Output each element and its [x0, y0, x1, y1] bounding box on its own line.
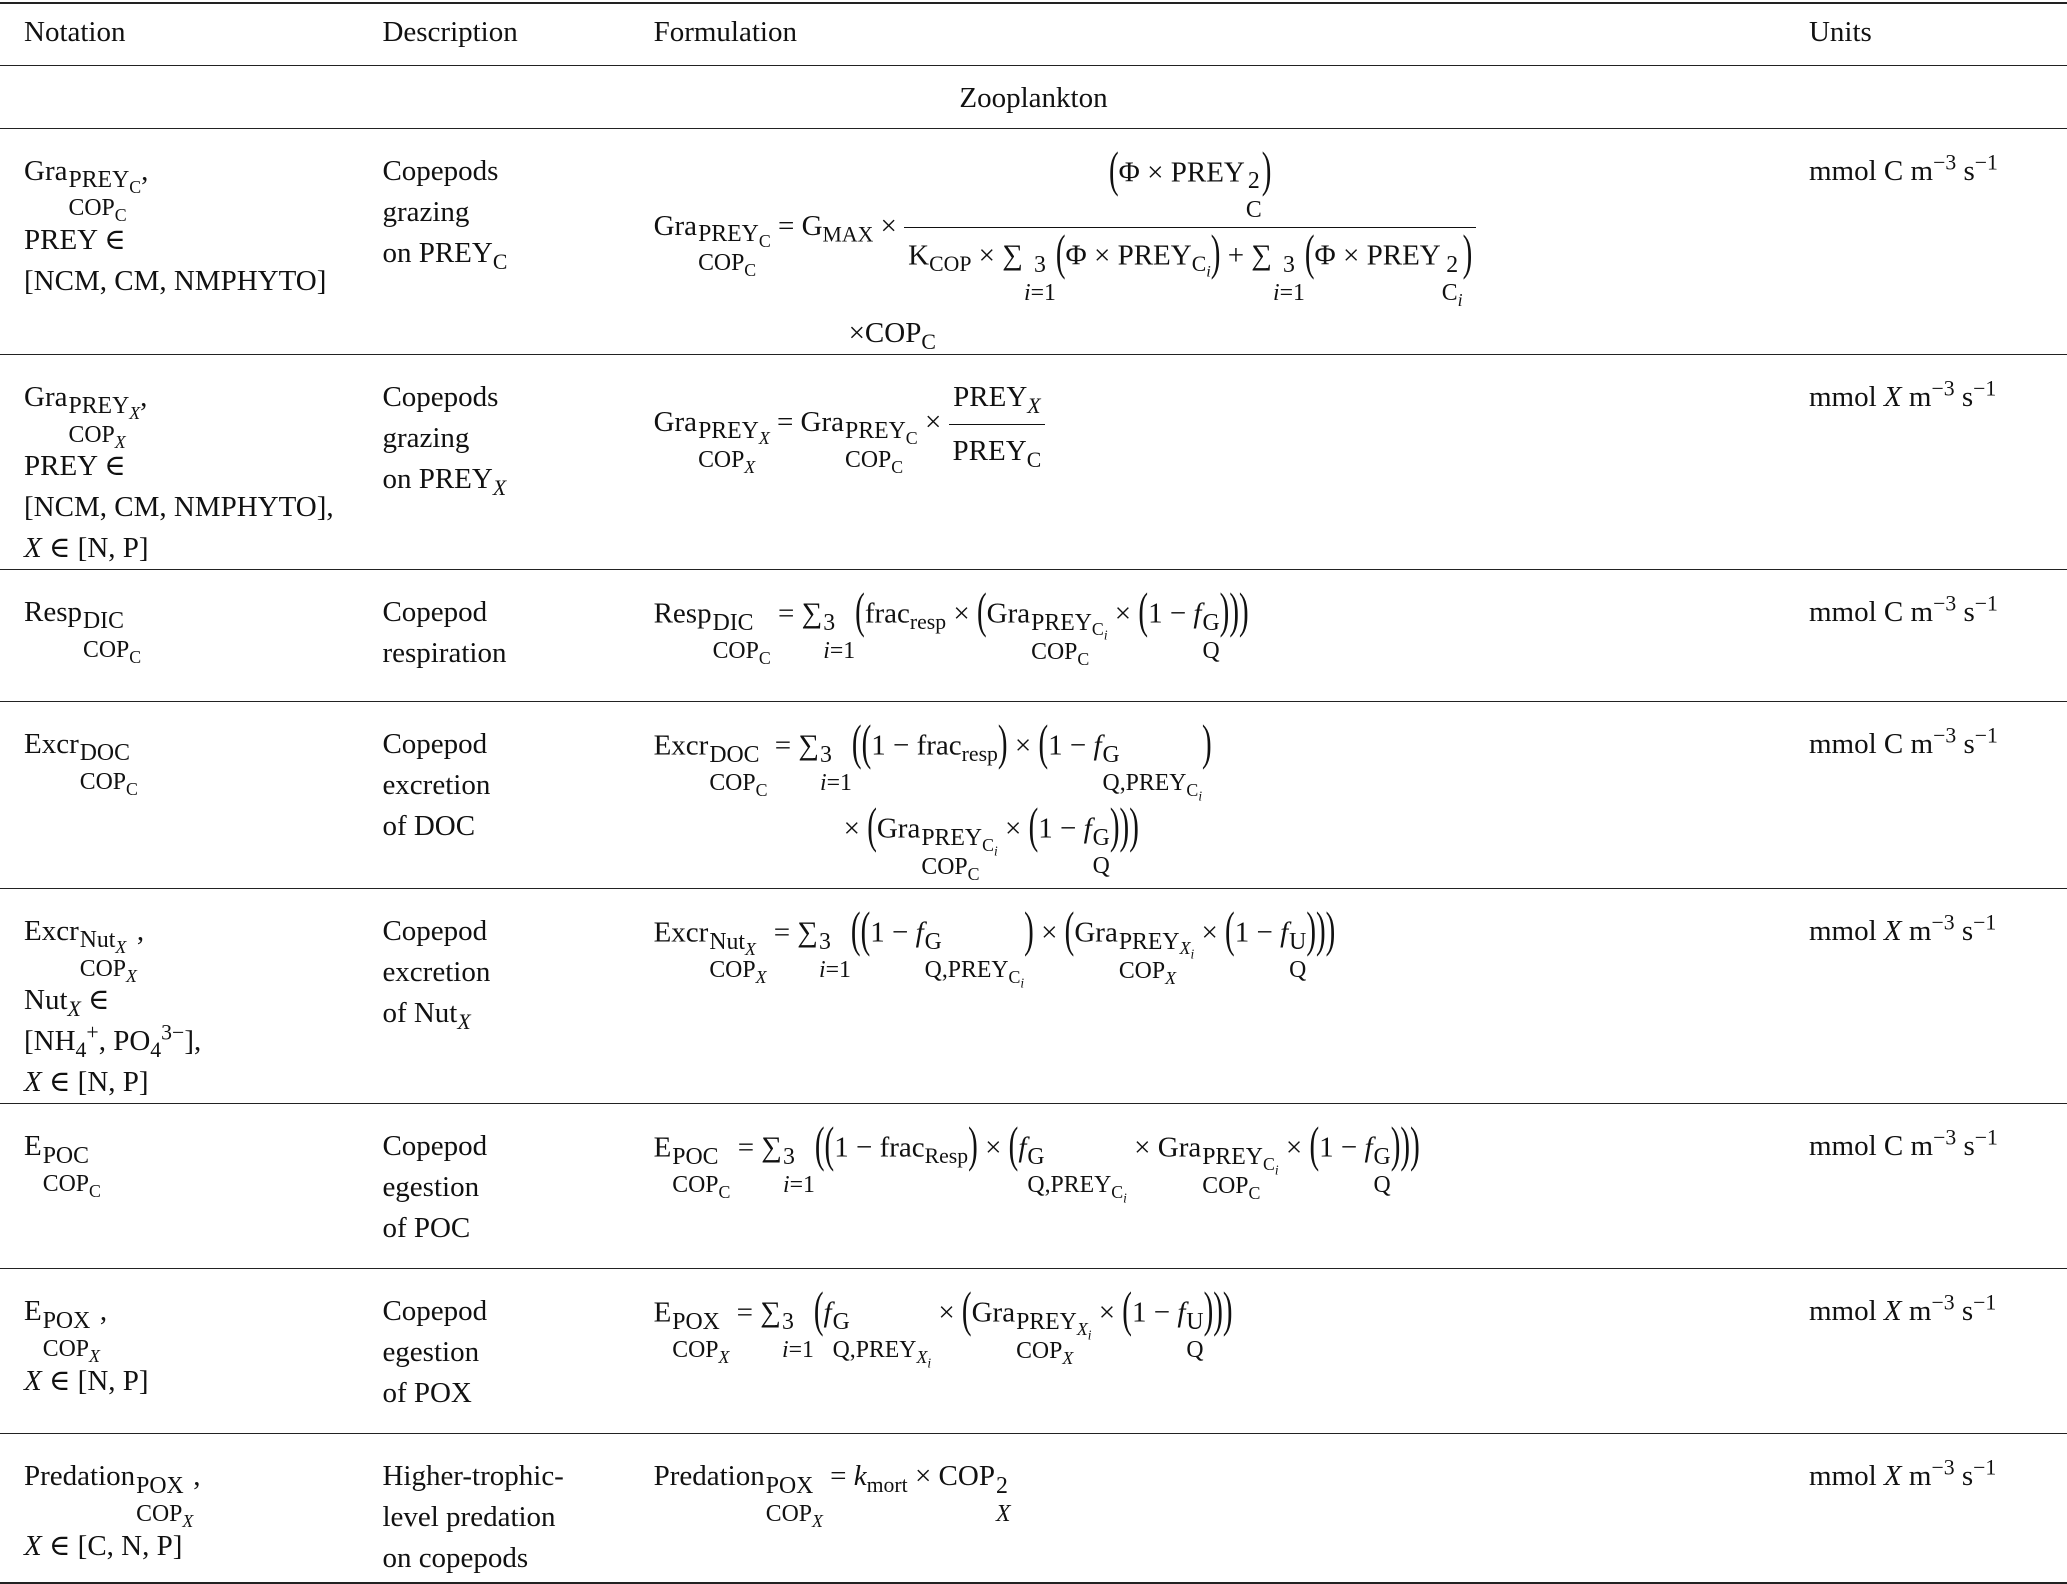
cell-notation: Resp DIC $COP_C$ — [0, 570, 382, 702]
cell-units: mmol X $m^{-3}$ $s^{-1}$ — [1809, 889, 2067, 1104]
cell-units: mmol C $m^{-3}$ $s^{-1}$ — [1809, 1104, 2067, 1269]
header-description: Description — [382, 16, 518, 48]
cell-description: Copepods grazing on $PREY_C$ — [382, 128, 653, 354]
cell-description: Copepod excretion of Nut$_X$ — [382, 889, 653, 1104]
cell-formulation: Gra $PREY_C$ $COP_C$ = $G_{MAX}$ × (Φ × PREY 2 C ) $K_{COP}$ × ∑ 3 i=1 $(\Phi \times PREY_{C_i})$ + ∑ 3 i=1 (Φ × PREY 2 $C_i$ ) $\times COP_C$ — [654, 128, 1809, 354]
cell-formulation: Predation POX $COP_X$ = $k_{mort}$ × COP 2 X — [654, 1434, 1809, 1583]
table-row — [0, 570, 2067, 702]
cell-description: Copepods grazing on $PREY_X$ — [382, 354, 653, 569]
table-row — [0, 354, 2067, 569]
table-row — [0, 1434, 2067, 1583]
cell-formulation: Excr DOC $COP_C$ = ∑ 3 i=1 ((1 − frac$_{resp}$) × (1 − f G $Q,PREY_{C_i}$ ) × (Gra $PREY_{C_i}$ $COP_C$ × (1 − f G Q ))) — [654, 702, 1809, 889]
table-row — [0, 702, 2067, 889]
cell-notation: Gra $PREY_X$ $COP_X$ , PREY ∈ [NCM, CM, NMPHYTO], X ∈ [N, P] — [0, 354, 382, 569]
cell-notation: E POX $COP_X$ , X ∈ [N, P] — [0, 1269, 382, 1434]
cell-formulation: Excr Nut$_X$ $COP_X$ = ∑ 3 i=1 ((1 − f G $Q,PREY_{C_i}$ ) × (Gra $PREY_{X_i}$ $COP_X$ × (1 − f U Q ))) — [654, 889, 1809, 1104]
cell-description: Copepod egestion of POC — [382, 1104, 653, 1269]
section-row — [0, 65, 2067, 128]
table-header-row — [0, 3, 2067, 65]
cell-notation: Excr Nut$_X$ $COP_X$ , Nut$_X$ ∈ [$NH_4^+$, $PO_4^{3-}$], X ∈ [N, P] — [0, 889, 382, 1104]
cell-notation: Gra $PREY_C$ $COP_C$ , PREY ∈ [NCM, CM, NMPHYTO] — [0, 128, 382, 354]
cell-description: Copepod egestion of POX — [382, 1269, 653, 1434]
cell-notation: Predation POX $COP_X$ , X ∈ [C, N, P] — [0, 1434, 382, 1583]
header-formulation: Formulation — [653, 16, 797, 48]
cell-formulation: E POC $COP_C$ = ∑ 3 i=1 ((1 − frac$_{Resp}$) × (f G $Q,PREY_{C_i}$ × Gra $PREY_{C_i}$ $COP_C$ × (1 − f G Q ))) — [654, 1104, 1809, 1269]
zooplankton-equations-table — [0, 2, 2067, 1584]
cell-formulation: Resp DIC $COP_C$ = ∑ 3 i=1 (frac$_{resp}$ × (Gra $PREY_{C_i}$ $COP_C$ × (1 − f G Q ))) — [654, 570, 1809, 702]
cell-description: Copepod respiration — [382, 570, 653, 702]
table-row — [0, 128, 2067, 354]
cell-notation: Excr DOC $COP_C$ — [0, 702, 382, 889]
cell-description: Higher-trophic- level predation on copepods — [382, 1434, 653, 1583]
cell-units: mmol C $m^{-3}$ $s^{-1}$ — [1809, 702, 2067, 889]
table-row — [0, 1269, 2067, 1434]
cell-formulation: Gra $PREY_X$ $COP_X$ = Gra $PREY_C$ $COP_C$ × $PREY_X$ $PREY_C$ — [654, 354, 1809, 569]
cell-description: Copepod excretion of DOC — [382, 702, 653, 889]
cell-units: mmol X $m^{-3}$ $s^{-1}$ — [1809, 354, 2067, 569]
section-title: Zooplankton — [0, 65, 2067, 128]
header-notation: Notation — [24, 16, 126, 48]
cell-units: mmol C $m^{-3}$ $s^{-1}$ — [1809, 128, 2067, 354]
cell-formulation: E POX $COP_X$ = ∑ 3 i=1 (f G $Q,PREY_{X_i}$ × (Gra $PREY_{X_i}$ $COP_X$ × (1 − f U Q ))) — [654, 1269, 1809, 1434]
table-row — [0, 1104, 2067, 1269]
cell-units: mmol C $m^{-3}$ $s^{-1}$ — [1809, 570, 2067, 702]
cell-units: mmol X $m^{-3}$ $s^{-1}$ — [1809, 1269, 2067, 1434]
table-row — [0, 889, 2067, 1104]
header-units: Units — [1808, 16, 1872, 48]
cell-notation: E POC $COP_C$ — [0, 1104, 382, 1269]
cell-units: mmol X $m^{-3}$ $s^{-1}$ — [1809, 1434, 2067, 1583]
